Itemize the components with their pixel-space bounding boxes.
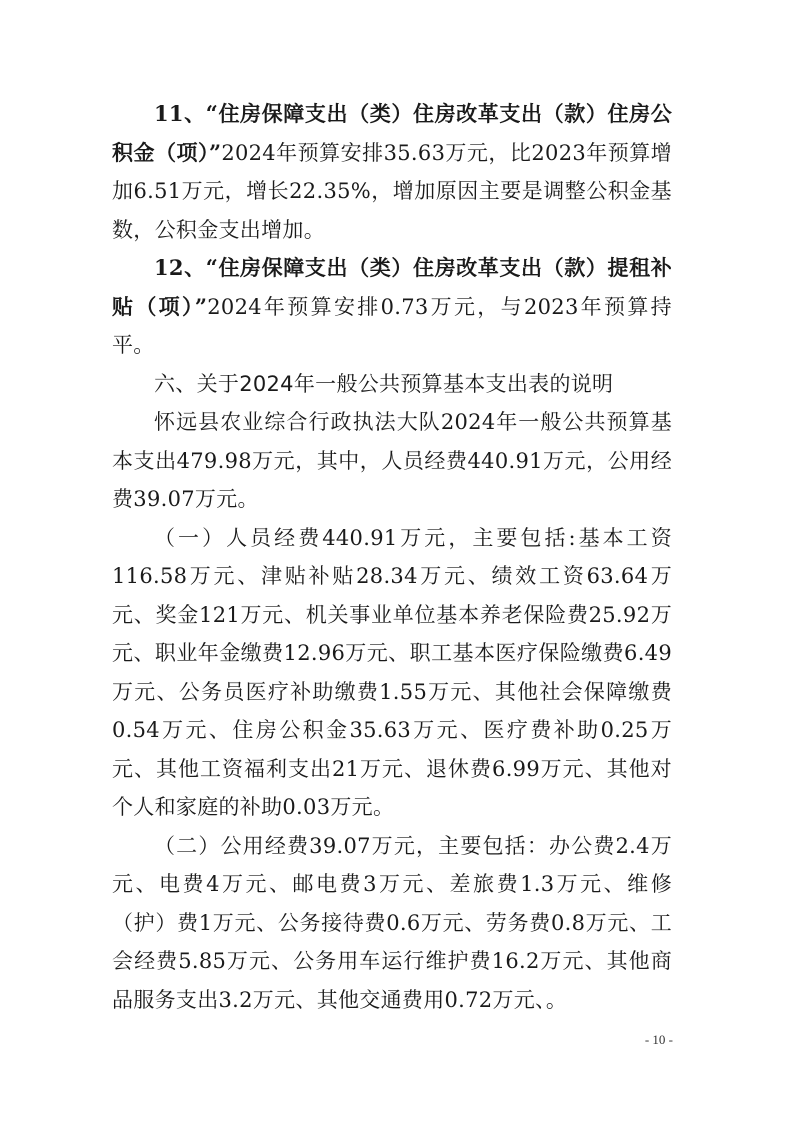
paragraph-personnel-expenses: （一）人员经费440.91万元，主要包括:基本工资116.58万元、津贴补贴28.34万元、绩效工资63.64万元、奖金121万元、机关事业单位基本养老保险费25.92万元、职业年金缴费12.96万元、职工基本医疗保险缴费6.49万元、公务员医疗补助缴费1.55万元、其他社会保障缴费0.54万元、住房公积金35.63万元、医疗费补助0.25万元、其他工资福利支出21万元、退休费6.99万元、其他对个人和家庭的补助0.03万元。 [112, 525, 672, 819]
paragraph-rent-subsidy-lead: 12、“住房保障支出（类）住房改革支出（款）提租补贴（项）” [112, 255, 672, 319]
paragraph-housing-fund [112, 95, 672, 249]
paragraph-public-expenses: （二）公用经费39.07万元，主要包括：办公费2.4万元、电费4万元、邮电费3万元、差旅费1.3万元、维修（护）费1万元、公务接待费0.6万元、劳务费0.8万元、工会经费5.85万元、公务用车运行维护费16.2万元、其他商品服务支出3.2万元、其他交通费用0.72万元、。 [112, 833, 672, 1012]
paragraph-rent-subsidy [112, 249, 672, 365]
document-page [112, 95, 672, 1019]
paragraph-housing-fund-text: 2024年预算安排35.63万元，比2023年预算增加6.51万元，增长22.35%，增加原因主要是调整公积金基数，公积金支出增加。 [112, 140, 672, 242]
paragraph-intro: 怀远县农业综合行政执法大队2024年一般公共预算基本支出479.98万元，其中，人员经费440.91万元，公用经费39.07万元。 [112, 410, 672, 511]
paragraph-housing-fund-lead: 11、“住房保障支出（类）住房改革支出（款）住房公积金（项）” [112, 101, 672, 165]
section-title: 六、关于2024年一般公共预算基本支出表的说明 [154, 371, 614, 396]
paragraph-rent-subsidy-text: 2024年预算安排0.73万元，与2023年预算持平。 [112, 294, 672, 357]
page-number: - 10 - [644, 1032, 673, 1047]
